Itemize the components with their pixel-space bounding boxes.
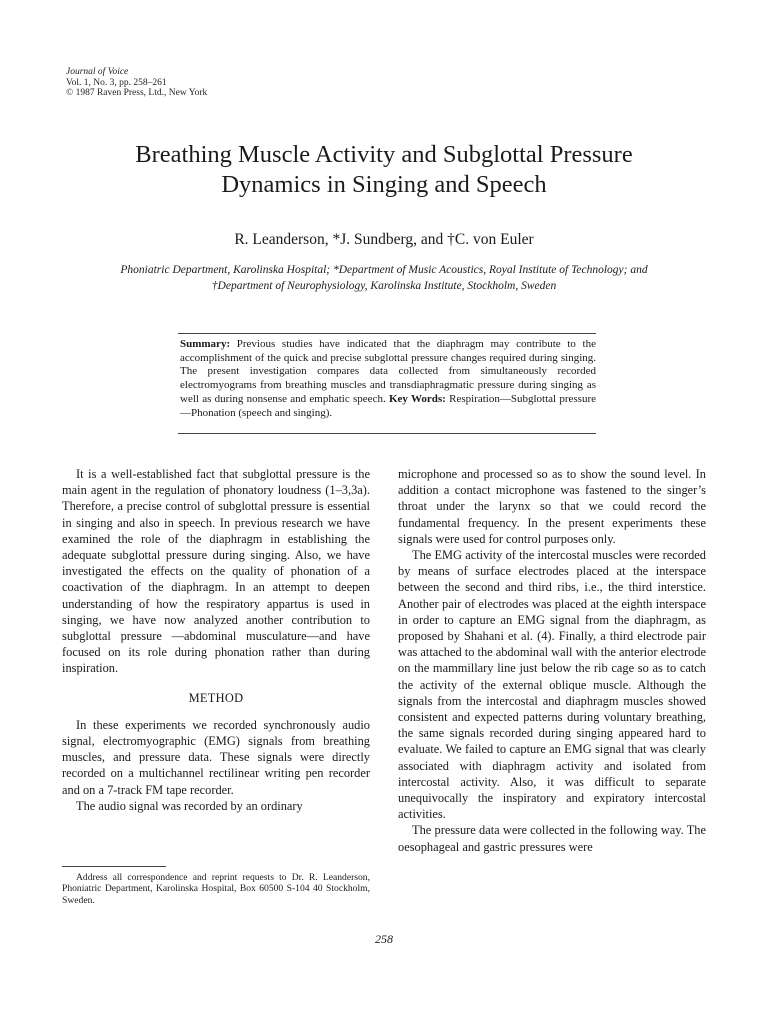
journal-copyright: © 1987 Raven Press, Ltd., New York: [66, 88, 208, 98]
paper-title: [0, 140, 768, 200]
right-column: [398, 466, 706, 855]
method-paragraph-1: In these experiments we recorded synchronously audio signal, electromyographic (EMG) signals from breathing muscles, and pressure data. These signals were directly recorded on a multichannel rectilinear writing pen recorder and on a 7-track FM tape recorder.: [62, 717, 370, 797]
method-paragraph-2-start: The audio signal was recorded by an ordinary: [76, 798, 303, 813]
summary-text: Previous studies have indicated that the diaphragm may contribute to the accomplishment of the quick and precise subglottal pressure changes required during singing. The present investigation compares data collected from simultaneously recorded electromyograms from breathing muscles and transdiaphragmatic pressure during singing as well as during nonsense and emphatic speech.: [180, 338, 596, 405]
summary-top-rule: [178, 333, 596, 334]
intro-paragraph: It is a well-established fact that subglottal pressure is the main agent in the regulation of phonatory loudness (1–3,3a). Therefore, a precise control of subglottal pressure is essential in singing and also in speech. In previous research we have examined the role of the diaphragm in establishing the adequate subglottal pressure during singing. Also, we have investigated the effects on the quality of phonation of a coactivation of the diaphragm. In an attempt to deepen understanding of how the respiratory appartus is used in singing, we have now analyzed another contribution to subglottal pressure —abdominal musculature—and have focused on its role during phonation rather than during inspiration.: [62, 467, 370, 676]
journal-name: Journal of Voice: [66, 67, 129, 77]
keywords-text: Respiration—Subglottal pressure—Phonation (speech and singing).: [180, 392, 596, 419]
summary-bottom-rule: [178, 433, 596, 434]
method-paragraph-2-end: microphone and processed so as to show the sound level. In addition a contact microphone was fastened to the singer’s throat under the larynx so that we could record the fundamental frequency. In the present experiments these signals were used for control purposes only.: [398, 467, 706, 546]
affiliation-line-1: Phoniatric Department, Karolinska Hospital; *Department of Music Acoustics, Royal Institute of Technology; and: [120, 264, 648, 276]
summary-label: Summary:: [180, 338, 231, 350]
affiliations: [60, 263, 708, 294]
left-column: [62, 466, 370, 861]
title-line-2: Dynamics in Singing and Speech: [221, 171, 547, 198]
title-line-1: Breathing Muscle Activity and Subglottal Pressure: [135, 141, 633, 168]
method-heading: METHOD: [188, 690, 244, 705]
correspondence-note: Address all correspondence and reprint requests to Dr. R. Leanderson, Phoniatric Department, Karolinska Hospital, Box 60500 S-104 40 Stockholm, Sweden.: [62, 872, 370, 906]
footnote: [62, 872, 370, 906]
journal-volume: Vol. 1, No. 3, pp. 258–261: [66, 77, 167, 88]
method-paragraph-4: The pressure data were collected in the following way. The oesophageal and gastric pressures were: [398, 823, 706, 854]
author-list: R. Leanderson, *J. Sundberg, and †C. von Euler: [234, 231, 534, 248]
method-paragraph-3: The EMG activity of the intercostal muscles were recorded by means of surface electrodes placed at the interspace between the second and third ribs, i.e., the third interstice. Another pair of electrodes was placed at the eighth interspace in order to capture an EMG signal from the diaphragm, as proposed by Shahani et al. (4). Finally, a third electrode pair was attached to the abdominal wall with the anterior electrode on the mammillary line just below the rib cage so as to catch the activity of the external oblique muscle. Although the signals from the intercostal and diaphragm muscles showed consistent and expected patterns during voluntary breathing, the same signals recorded during singing appeared hard to evaluate. We failed to capture an EMG signal that was clearly associated with diaphragm activity and isolated from intercostal activity. Also, it was difficult to separate unequivocally the inspiratory and expiratory intercostal activities.: [398, 548, 706, 822]
affiliation-line-2: †Department of Neurophysiology, Karolinska Institute, Stockholm, Sweden: [211, 279, 557, 292]
journal-info: [66, 67, 207, 99]
footnote-rule: [62, 866, 166, 867]
summary-block: [180, 338, 596, 420]
page-number: 258: [375, 932, 393, 946]
keywords-label: Key Words:: [388, 392, 446, 405]
